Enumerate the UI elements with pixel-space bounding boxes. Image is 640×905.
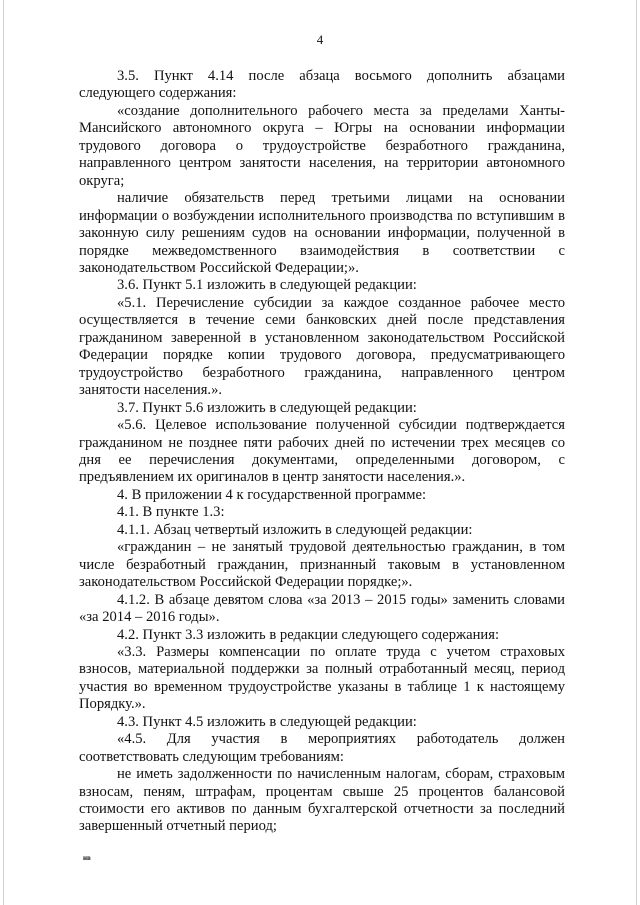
paragraph-3-5: 3.5. Пункт 4.14 после абзаца восьмого дополнить абзацами следующего содержания: (79, 68, 565, 102)
paragraph-4: 4. В приложении 4 к государственной программе: (117, 486, 427, 503)
paragraph-no-debt: не иметь задолженности по начисленным налогам, сборам, страховым взносам, пеням, штрафам, процентам свыше 25 процентов балансовой стоимости его активов по данным бухгалтерской отчетности за последний завершенный отчетный период; (79, 766, 565, 835)
paragraph-quote-job-creation: «создание дополнительного рабочего места за пределами Ханты-Мансийского автономного округа – Югры на основании информации трудового договора о трудоустройстве безработного гражданина, направленного центром занятости населения, на территории автономного округа; (79, 102, 565, 189)
page-edge-left (3, 0, 4, 905)
document-body (79, 68, 565, 836)
paragraph-4-3: 4.3. Пункт 4.5 изложить в следующей редакции: (117, 713, 417, 730)
paragraph-quote-5-6: «5.6. Целевое использование полученной субсидии подтверждается гражданином не позднее пяти рабочих дней по истечении трех месяцев со дня ее перечисления документами, определенными договором, с предъявлением их оригиналов в центр занятости населения.». (79, 417, 565, 486)
paragraph-3-7: 3.7. Пункт 5.6 изложить в следующей редакции: (117, 399, 417, 416)
paragraph-quote-3-3: «3.3. Размеры компенсации по оплате труда с учетом страховых взносов, материальной поддержки за полный отработанный месяц, период участия во временном трудоустройстве указаны в таблице 1 к настоящему Порядку.». (79, 643, 565, 713)
footer-code: нв (83, 854, 91, 862)
page-edge-right (636, 0, 637, 905)
paragraph-obligations: наличие обязательств перед третьими лицами на основании информации о возбуждении исполнительного производства по вступившим в законную силу решениям судов на основании информации, полученной в порядке межведомственного взаимодействия в соответствии с законодательством Российской Федерации;». (79, 190, 565, 276)
paragraph-4-1: 4.1. В пункте 1.3: (117, 504, 225, 521)
paragraph-quote-5-1: «5.1. Перечисление субсидии за каждое созданное рабочее место осуществляется в течение семи банковских дней после представления гражданином заверенной в установленном законодательством Российской Федерации порядке копии трудового договора, предусматривающего трудоустройство безработного гражданина, направленного центром занятости населения.». (79, 294, 565, 399)
paragraph-4-1-1: 4.1.1. Абзац четвертый изложить в следующей редакции: (117, 521, 473, 538)
paragraph-quote-4-5: «4.5. Для участия в мероприятиях работодатель должен соответствовать следующим требованиям: (79, 731, 565, 765)
paragraph-3-6: 3.6. Пункт 5.1 изложить в следующей редакции: (117, 277, 417, 294)
page-number: 4 (316, 32, 324, 47)
paragraph-4-2: 4.2. Пункт 3.3 изложить в редакции следующего содержания: (117, 626, 500, 643)
paragraph-quote-citizen: «гражданин – не занятый трудовой деятельностью гражданин, в том числе безработный гражданин, признанный таковым в установленном законодательством Российской Федерации порядке;». (79, 539, 565, 591)
paragraph-4-1-2: 4.1.2. В абзаце девятом слова «за 2013 – 2015 годы» заменить словами «за 2014 – 2016 годы». (79, 591, 565, 626)
